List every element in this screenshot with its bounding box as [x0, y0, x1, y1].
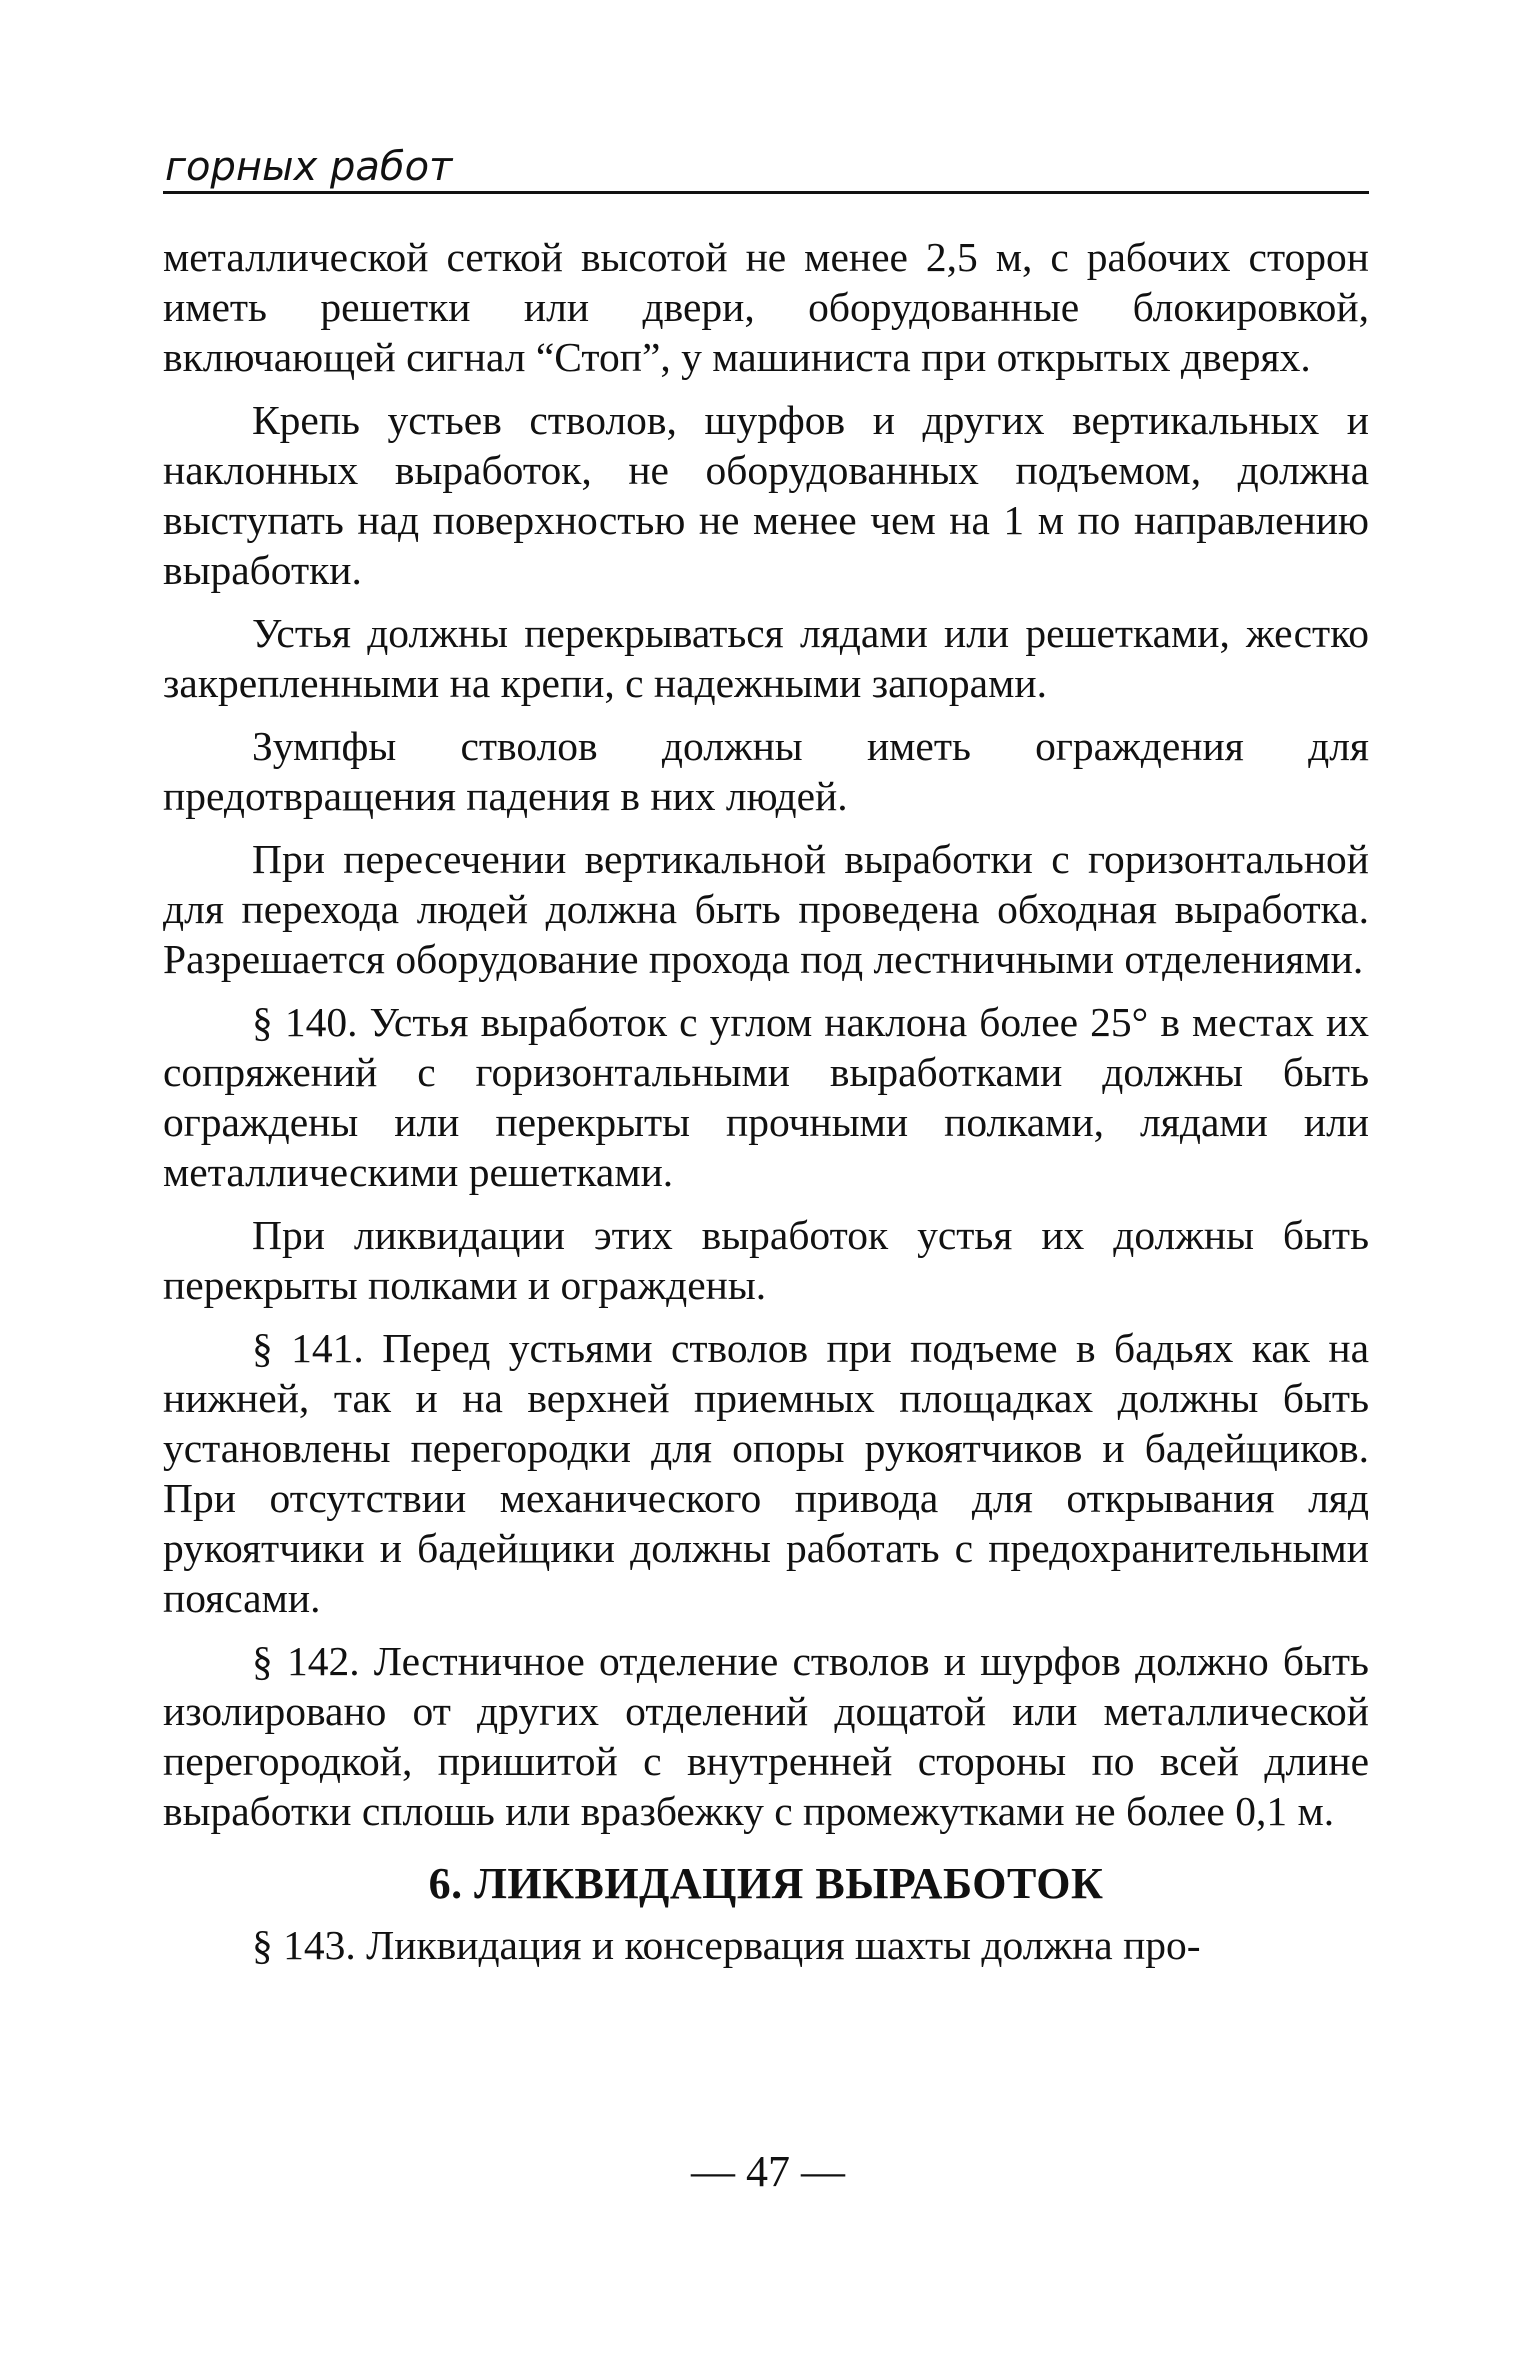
body-text	[163, 232, 1369, 1970]
running-head: горных работ	[163, 145, 1369, 194]
section-heading: 6. ЛИКВИДАЦИЯ ВЫРАБОТОК	[428, 1859, 1104, 1908]
paragraph-continuation: металлической сеткой высотой не менее 2,5 м, с рабочих сторон иметь решетки или двери, оборудованные блокировкой, включающей сигнал “Стоп”, у машиниста при открытых дверях.	[163, 234, 1369, 380]
paragraph-bypass-working: При пересечении вертикальной выработки с горизонтальной для перехода людей должна быть проведена обходная выработка. Разрешается оборудование прохода под лестничными отделениями.	[163, 836, 1369, 982]
paragraph-section-141: § 141. Перед устьями стволов при подъеме в бадьях как на нижней, так и на верхней приемных площадках должны быть установлены перегородки для опоры рукоятчиков и бадейщиков. При отсутствии механического привода для открывания ляд рукоятчики и бадейщики должны работать с предохранительными поясами.	[163, 1325, 1369, 1621]
paragraph-section-143: § 143. Ликвидация и консервация шахты должна про-	[252, 1922, 1201, 1968]
paragraph-section-142: § 142. Лестничное отделение стволов и шурфов должно быть изолировано от других отделений дощатой или металлической перегородкой, пришитой с внутренней стороны по всей длине выработки сплошь или вразбежку с промежутками не более 0,1 м.	[163, 1638, 1369, 1834]
paragraph-section-140: § 140. Устья выработок с углом наклона более 25° в местах их сопряжений с горизонтальными выработками должны быть ограждены или перекрыты прочными полками, лядами или металлическими решетками.	[163, 999, 1369, 1195]
paragraph-shaft-collar-lining: Крепь устьев стволов, шурфов и других вертикальных и наклонных выработок, не оборудованных подъемом, должна выступать над поверхностью не менее чем на 1 м по направлению выработки.	[163, 397, 1369, 593]
paragraph-collar-covers: Устья должны перекрываться лядами или решетками, жестко закрепленными на крепи, с надежными запорами.	[163, 610, 1369, 706]
page-number: — 47 —	[691, 2147, 845, 2196]
paragraph-liquidation-covers: При ликвидации этих выработок устья их должны быть перекрыты полками и ограждены.	[163, 1212, 1369, 1308]
page	[163, 145, 1369, 1983]
paragraph-sump-guards: Зумпфы стволов должны иметь ограждения для предотвращения падения в них людей.	[163, 723, 1369, 819]
